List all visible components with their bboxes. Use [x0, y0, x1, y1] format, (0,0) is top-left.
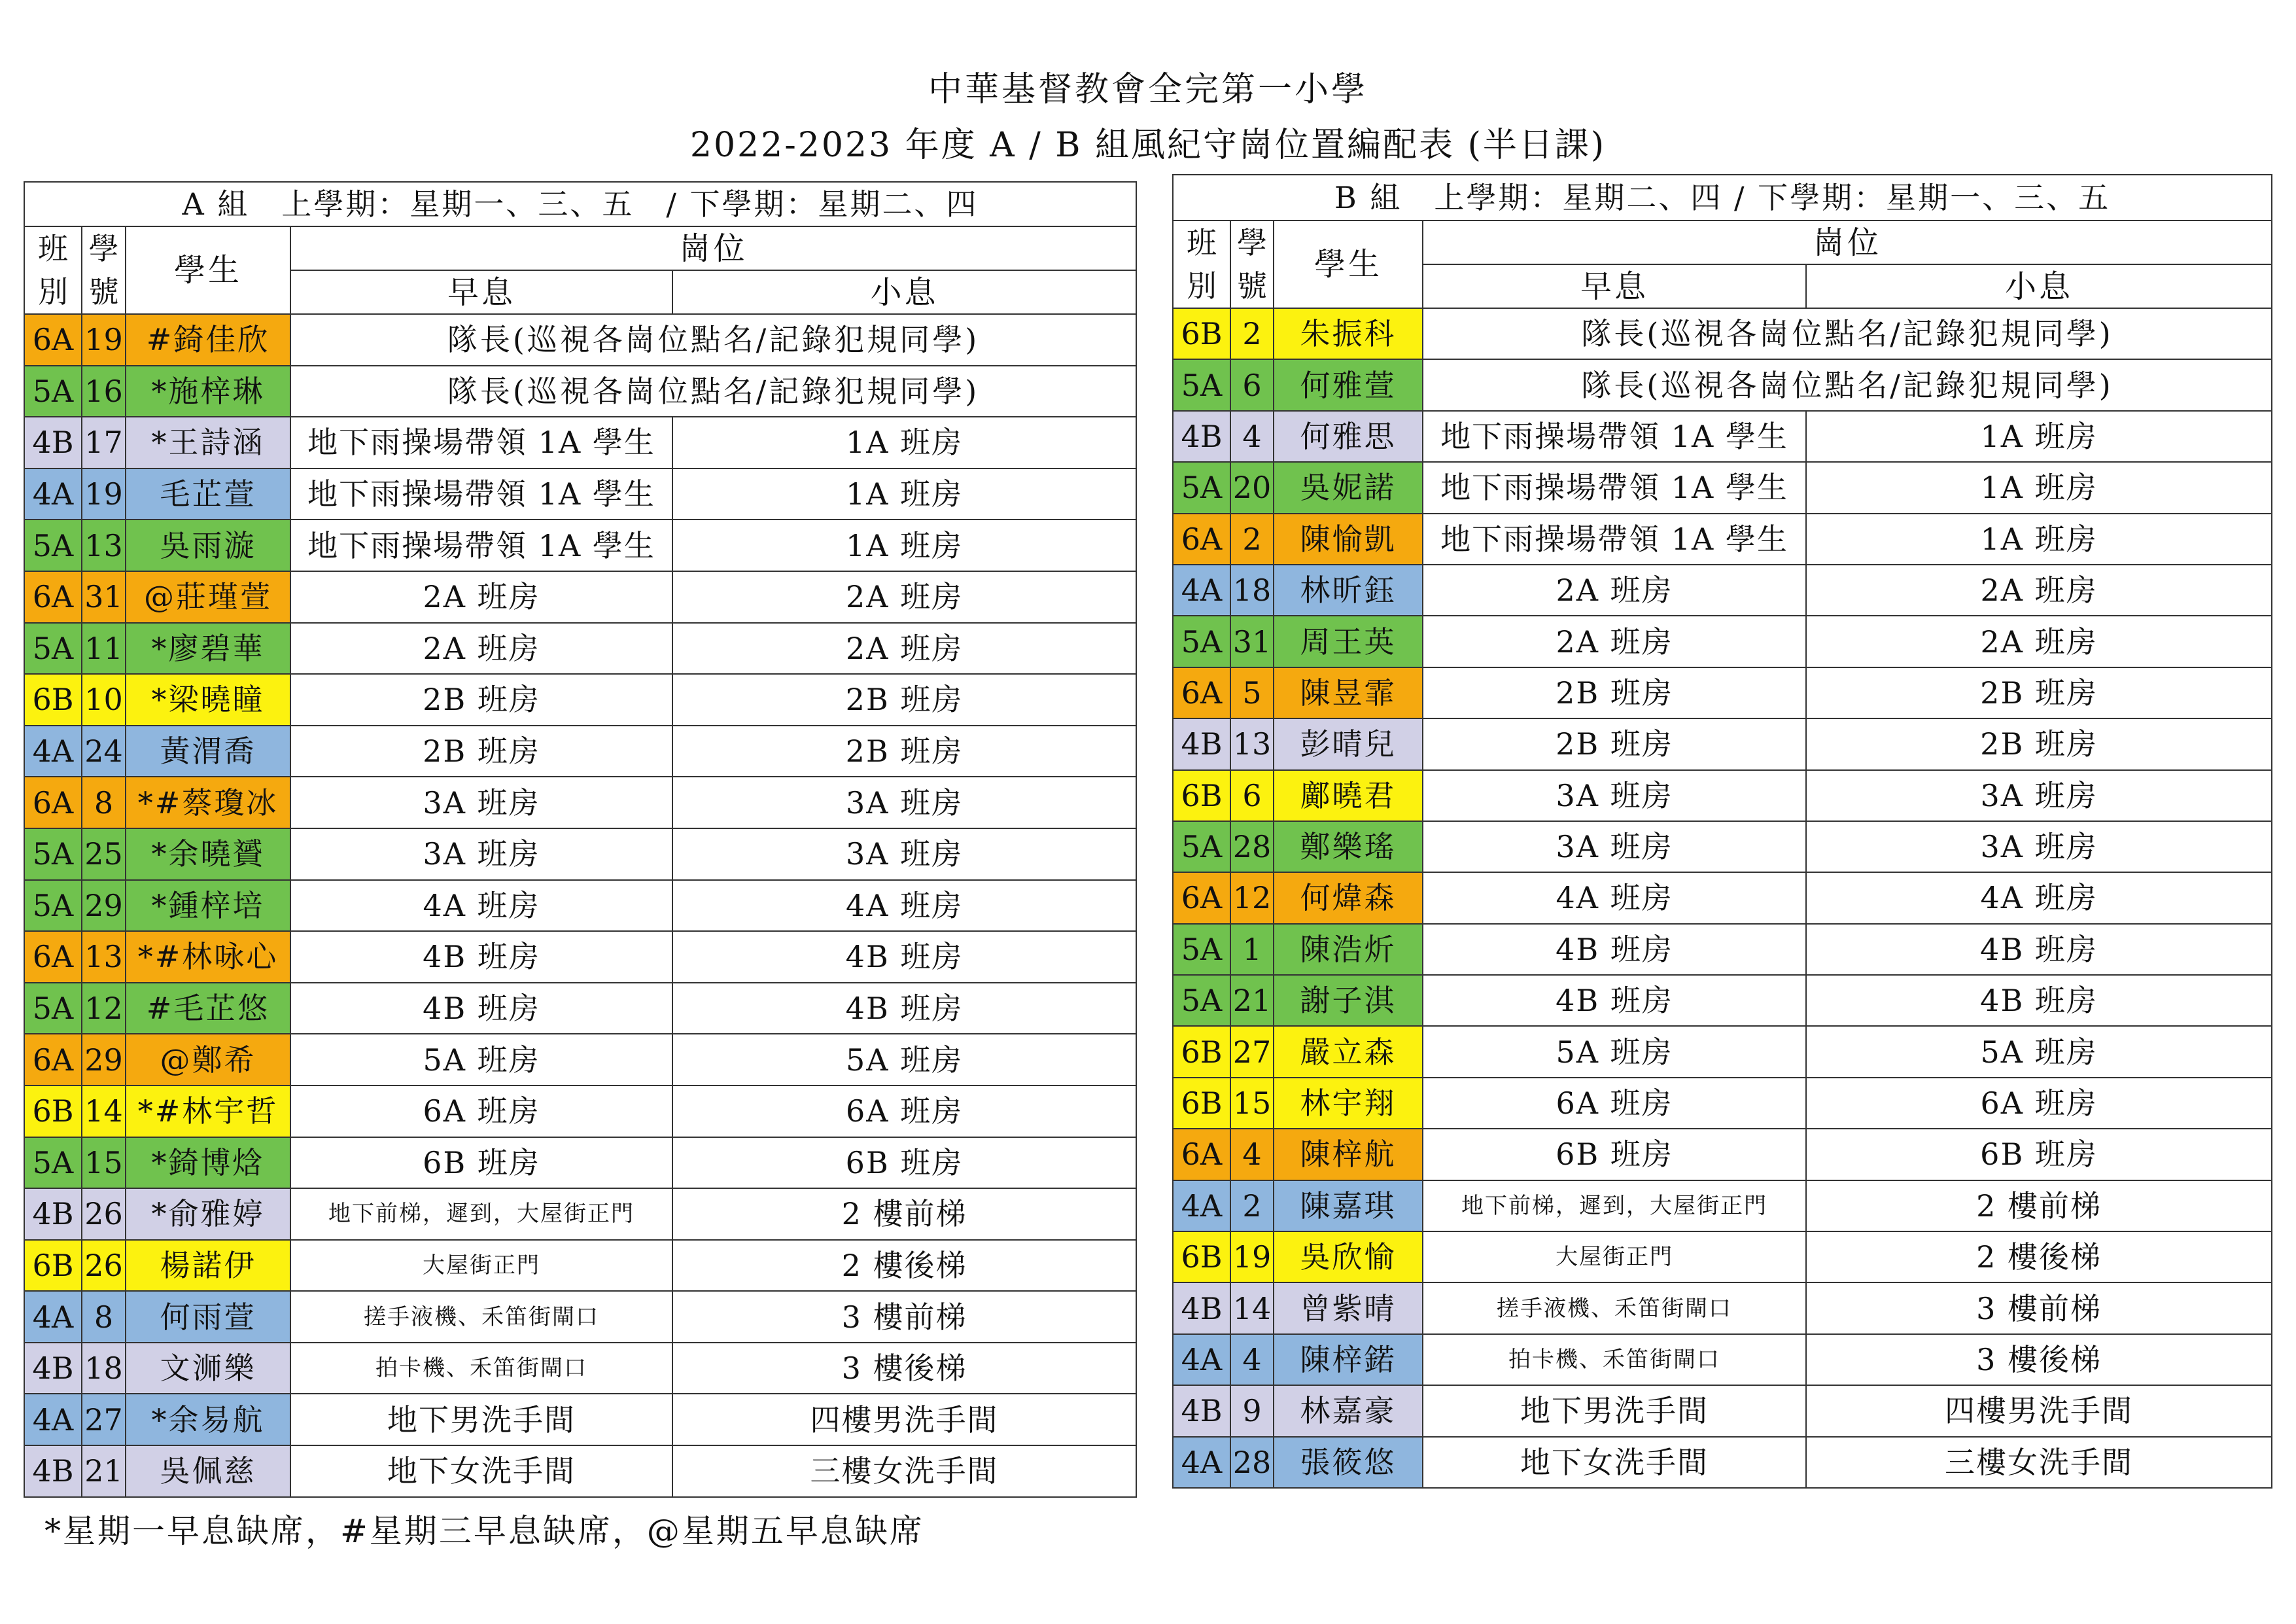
class-cell: 4A [24, 468, 82, 520]
morning-header: 早息 [1423, 264, 1806, 308]
recess-post-cell: 4B 班房 [1806, 975, 2272, 1026]
morning-post-cell: 地下女洗手間 [290, 1445, 672, 1497]
class-cell: 4B [24, 1445, 82, 1497]
recess-post-cell: 2B 班房 [672, 674, 1136, 726]
student-name: 楊諾伊 [126, 1240, 290, 1292]
table-row [24, 1291, 1136, 1343]
recess-post-cell: 6B 班房 [672, 1137, 1136, 1189]
class-cell: 4B [24, 1188, 82, 1240]
number-header: 學 號 [1230, 221, 1274, 308]
number-cell: 2 [1230, 1180, 1274, 1231]
number-cell: 14 [82, 1086, 126, 1137]
table-row [24, 1240, 1136, 1292]
table-row [24, 828, 1136, 880]
table-row [1173, 1385, 2272, 1436]
student-name: 黃渭喬 [126, 726, 290, 777]
number-cell: 19 [1230, 1231, 1274, 1282]
student-name: 鄺曉君 [1274, 770, 1423, 821]
morning-post-cell: 地下雨操場帶領 1A 學生 [1423, 462, 1806, 513]
recess-post-cell: 6A 班房 [1806, 1078, 2272, 1129]
number-cell: 11 [82, 623, 126, 675]
table-row [1173, 1334, 2272, 1385]
number-cell: 28 [1230, 1437, 1274, 1488]
number-cell: 1 [1230, 924, 1274, 975]
recess-post-cell: 3A 班房 [1806, 770, 2272, 821]
number-cell: 26 [82, 1188, 126, 1240]
morning-post-cell: 3A 班房 [1423, 821, 1806, 872]
class-cell: 4B [24, 1343, 82, 1394]
number-cell: 6 [1230, 770, 1274, 821]
morning-post-cell: 地下男洗手間 [290, 1394, 672, 1445]
table-row [1173, 462, 2272, 513]
number-cell: 19 [82, 314, 126, 366]
student-name: 何雅思 [1274, 411, 1423, 462]
recess-post-cell: 6B 班房 [1806, 1129, 2272, 1180]
number-cell: 13 [82, 931, 126, 983]
student-name: @莊瑾萱 [126, 571, 290, 623]
number-cell: 27 [82, 1394, 126, 1445]
morning-post-cell: 5A 班房 [1423, 1026, 1806, 1077]
number-cell: 17 [82, 417, 126, 468]
table-row [24, 1445, 1136, 1497]
student-name: 吳欣愉 [1274, 1231, 1423, 1282]
table-row [1173, 308, 2272, 359]
student-name: *俞雅婷 [126, 1188, 290, 1240]
morning-header: 早息 [290, 270, 672, 314]
recess-post-cell: 4A 班房 [1806, 872, 2272, 923]
recess-post-cell: 2 樓後梯 [672, 1240, 1136, 1292]
table-row [24, 1394, 1136, 1445]
table-row [1173, 1231, 2272, 1282]
student-name: 文浉樂 [126, 1343, 290, 1394]
number-cell: 12 [1230, 872, 1274, 923]
morning-post-cell: 3A 班房 [1423, 770, 1806, 821]
table-row [24, 1137, 1136, 1189]
class-cell: 5A [24, 520, 82, 571]
recess-post-cell: 1A 班房 [672, 417, 1136, 468]
number-cell: 16 [82, 366, 126, 417]
number-cell: 5 [1230, 667, 1274, 718]
student-name: *施梓琳 [126, 366, 290, 417]
class-cell: 6B [24, 674, 82, 726]
morning-post-cell: 4B 班房 [1423, 924, 1806, 975]
student-name: *余曉贇 [126, 828, 290, 880]
student-name: *鍾梓培 [126, 880, 290, 932]
student-name: #毛芷悠 [126, 983, 290, 1034]
captain-duty-cell: 隊長(巡視各崗位點名/記錄犯規同學) [1423, 359, 2272, 410]
post-header: 崗位 [1423, 221, 2272, 264]
number-cell: 24 [82, 726, 126, 777]
class-cell: 5A [1173, 616, 1230, 667]
recess-post-cell: 1A 班房 [1806, 462, 2272, 513]
recess-post-cell: 1A 班房 [1806, 514, 2272, 565]
student-name: 陳梓航 [1274, 1129, 1423, 1180]
class-cell: 5A [24, 366, 82, 417]
morning-post-cell: 地下雨操場帶領 1A 學生 [290, 417, 672, 468]
recess-header: 小息 [672, 270, 1136, 314]
number-cell: 6 [1230, 359, 1274, 410]
table-row [1173, 667, 2272, 718]
captain-duty-cell: 隊長(巡視各崗位點名/記錄犯規同學) [290, 366, 1136, 417]
class-cell: 6B [24, 1240, 82, 1292]
recess-post-cell: 四樓男洗手間 [1806, 1385, 2272, 1436]
recess-post-cell: 2 樓前梯 [672, 1188, 1136, 1240]
class-cell: 5A [24, 1137, 82, 1189]
student-header: 學生 [1274, 221, 1423, 308]
student-name: 張筱悠 [1274, 1437, 1423, 1488]
morning-post-cell: 6B 班房 [1423, 1129, 1806, 1180]
recess-post-cell: 1A 班房 [672, 520, 1136, 571]
class-cell: 6B [24, 1086, 82, 1137]
number-cell: 15 [82, 1137, 126, 1189]
table-row [24, 726, 1136, 777]
number-cell: 13 [1230, 718, 1274, 769]
table-row [1173, 718, 2272, 769]
recess-header: 小息 [1806, 264, 2272, 308]
table-row [24, 777, 1136, 828]
class-cell: 4A [1173, 1334, 1230, 1385]
student-name: 鄭樂瑤 [1274, 821, 1423, 872]
recess-post-cell: 1A 班房 [1806, 411, 2272, 462]
student-name: *廖碧華 [126, 623, 290, 675]
morning-post-cell: 搓手液機、禾笛街閘口 [1423, 1282, 1806, 1333]
number-cell: 27 [1230, 1026, 1274, 1077]
student-name: *#林咏心 [126, 931, 290, 983]
class-cell: 5A [1173, 924, 1230, 975]
recess-post-cell: 3 樓後梯 [1806, 1334, 2272, 1385]
recess-post-cell: 四樓男洗手間 [672, 1394, 1136, 1445]
student-name: 周王英 [1274, 616, 1423, 667]
post-header: 崗位 [290, 226, 1136, 270]
class-cell: 6A [1173, 1129, 1230, 1180]
class-cell: 5A [1173, 462, 1230, 513]
class-cell: 4B [1173, 718, 1230, 769]
table-row [24, 417, 1136, 468]
table-row [1173, 1282, 2272, 1333]
table-row [24, 520, 1136, 571]
student-name: @鄭希 [126, 1034, 290, 1086]
morning-post-cell: 搓手液機、禾笛街閘口 [290, 1291, 672, 1343]
table-row [24, 1034, 1136, 1086]
student-name: 陳梓鍩 [1274, 1334, 1423, 1385]
table-row [1173, 1180, 2272, 1231]
morning-post-cell: 2A 班房 [290, 571, 672, 623]
morning-post-cell: 拍卡機、禾笛街閘口 [290, 1343, 672, 1394]
recess-post-cell: 4A 班房 [672, 880, 1136, 932]
recess-post-cell: 2A 班房 [1806, 616, 2272, 667]
student-name: 陳愉凱 [1274, 514, 1423, 565]
morning-post-cell: 3A 班房 [290, 777, 672, 828]
school-name: 中華基督教會全完第一小學 [928, 70, 1368, 109]
group-b-table [1172, 174, 2272, 1489]
student-name: 林嘉豪 [1274, 1385, 1423, 1436]
table-row [24, 880, 1136, 932]
recess-post-cell: 4B 班房 [672, 983, 1136, 1034]
class-cell: 4A [24, 1291, 82, 1343]
number-cell: 19 [82, 468, 126, 520]
morning-post-cell: 拍卡機、禾笛街閘口 [1423, 1334, 1806, 1385]
class-cell: 6A [1173, 872, 1230, 923]
student-name: 陳昱霏 [1274, 667, 1423, 718]
number-cell: 9 [1230, 1385, 1274, 1436]
group-a-rows [24, 314, 1136, 1497]
student-name: 何雨萱 [126, 1291, 290, 1343]
student-name: *余易航 [126, 1394, 290, 1445]
morning-post-cell: 4A 班房 [1423, 872, 1806, 923]
morning-post-cell: 地下雨操場帶領 1A 學生 [1423, 514, 1806, 565]
morning-post-cell: 地下雨操場帶領 1A 學生 [290, 468, 672, 520]
morning-post-cell: 地下前梯，遲到，大屋街正門 [290, 1188, 672, 1240]
number-cell: 15 [1230, 1078, 1274, 1129]
class-header: 班 別 [1173, 221, 1230, 308]
number-cell: 10 [82, 674, 126, 726]
class-cell: 6B [1173, 1231, 1230, 1282]
morning-post-cell: 4B 班房 [290, 983, 672, 1034]
morning-post-cell: 大屋街正門 [290, 1240, 672, 1292]
student-name: *#蔡瓊冰 [126, 777, 290, 828]
class-cell: 6B [1173, 770, 1230, 821]
number-cell: 18 [82, 1343, 126, 1394]
morning-post-cell: 6A 班房 [290, 1086, 672, 1137]
table-row [1173, 616, 2272, 667]
morning-post-cell: 6A 班房 [1423, 1078, 1806, 1129]
recess-post-cell: 三樓女洗手間 [1806, 1437, 2272, 1488]
number-cell: 28 [1230, 821, 1274, 872]
number-cell: 2 [1230, 514, 1274, 565]
number-cell: 20 [1230, 462, 1274, 513]
number-cell: 25 [82, 828, 126, 880]
morning-post-cell: 地下雨操場帶領 1A 學生 [1423, 411, 1806, 462]
recess-post-cell: 2 樓前梯 [1806, 1180, 2272, 1231]
class-cell: 6A [1173, 667, 1230, 718]
class-cell: 4B [1173, 1282, 1230, 1333]
morning-post-cell: 4B 班房 [290, 931, 672, 983]
student-name: 吳雨漩 [126, 520, 290, 571]
student-name: *王詩涵 [126, 417, 290, 468]
class-cell: 6A [1173, 514, 1230, 565]
recess-post-cell: 3A 班房 [672, 777, 1136, 828]
table-row [24, 1086, 1136, 1137]
table-row [24, 571, 1136, 623]
captain-duty-cell: 隊長(巡視各崗位點名/記錄犯規同學) [1423, 308, 2272, 359]
student-name: *錡博焓 [126, 1137, 290, 1189]
student-name: 何雅萱 [1274, 359, 1423, 410]
morning-post-cell: 3A 班房 [290, 828, 672, 880]
table-row [1173, 1129, 2272, 1180]
number-cell: 26 [82, 1240, 126, 1292]
document-title: 2022-2023 年度 A / B 組風紀守崗位置編配表 (半日課) [689, 126, 1607, 165]
recess-post-cell: 2B 班房 [672, 726, 1136, 777]
class-cell: 4A [24, 1394, 82, 1445]
recess-post-cell: 3 樓前梯 [672, 1291, 1136, 1343]
class-cell: 4A [1173, 1437, 1230, 1488]
table-row [24, 1188, 1136, 1240]
number-cell: 8 [82, 777, 126, 828]
number-cell: 29 [82, 1034, 126, 1086]
class-cell: 5A [1173, 821, 1230, 872]
morning-post-cell: 2A 班房 [290, 623, 672, 675]
number-cell: 4 [1230, 411, 1274, 462]
class-cell: 4B [1173, 411, 1230, 462]
morning-post-cell: 2A 班房 [1423, 565, 1806, 616]
table-row [1173, 821, 2272, 872]
student-name: 彭晴兒 [1274, 718, 1423, 769]
morning-post-cell: 2B 班房 [290, 726, 672, 777]
absence-legend: *星期一早息缺席，#星期三早息缺席，@星期五早息缺席 [44, 1512, 924, 1550]
class-cell: 6B [1173, 1078, 1230, 1129]
morning-post-cell: 地下前梯，遲到，大屋街正門 [1423, 1180, 1806, 1231]
table-row [1173, 514, 2272, 565]
class-cell: 6B [1173, 1026, 1230, 1077]
number-cell: 14 [1230, 1282, 1274, 1333]
table-row [24, 366, 1136, 417]
student-name: 朱振科 [1274, 308, 1423, 359]
table-row [1173, 770, 2272, 821]
class-cell: 4B [1173, 1385, 1230, 1436]
student-header: 學生 [126, 226, 290, 314]
morning-post-cell: 4B 班房 [1423, 975, 1806, 1026]
class-cell: 4A [1173, 565, 1230, 616]
class-cell: 5A [1173, 975, 1230, 1026]
recess-post-cell: 6A 班房 [672, 1086, 1136, 1137]
number-cell: 13 [82, 520, 126, 571]
table-row [24, 674, 1136, 726]
table-row [24, 931, 1136, 983]
student-name: 林宇翔 [1274, 1078, 1423, 1129]
number-cell: 31 [1230, 616, 1274, 667]
recess-post-cell: 4B 班房 [1806, 924, 2272, 975]
table-row [1173, 411, 2272, 462]
recess-post-cell: 1A 班房 [672, 468, 1136, 520]
number-cell: 31 [82, 571, 126, 623]
class-cell: 4A [1173, 1180, 1230, 1231]
student-name: 嚴立森 [1274, 1026, 1423, 1077]
morning-post-cell: 地下男洗手間 [1423, 1385, 1806, 1436]
student-name: *#林宇哲 [126, 1086, 290, 1137]
table-row [24, 983, 1136, 1034]
student-name: 陳嘉琪 [1274, 1180, 1423, 1231]
class-cell: 4B [24, 417, 82, 468]
recess-post-cell: 5A 班房 [1806, 1026, 2272, 1077]
morning-post-cell: 2B 班房 [1423, 718, 1806, 769]
class-cell: 6A [24, 571, 82, 623]
recess-post-cell: 3 樓前梯 [1806, 1282, 2272, 1333]
student-name: 謝子淇 [1274, 975, 1423, 1026]
group-b-title: B 組 上學期：星期二、四 / 下學期：星期一、三、五 [1173, 175, 2272, 221]
morning-post-cell: 2A 班房 [1423, 616, 1806, 667]
number-cell: 2 [1230, 308, 1274, 359]
group-b-rows [1173, 308, 2272, 1488]
morning-post-cell: 2B 班房 [1423, 667, 1806, 718]
class-cell: 6A [24, 1034, 82, 1086]
table-row [1173, 924, 2272, 975]
table-row [1173, 975, 2272, 1026]
student-name: 何煒森 [1274, 872, 1423, 923]
student-name: 林昕鈺 [1274, 565, 1423, 616]
morning-post-cell: 地下女洗手間 [1423, 1437, 1806, 1488]
student-name: 毛芷萱 [126, 468, 290, 520]
recess-post-cell: 2A 班房 [1806, 565, 2272, 616]
recess-post-cell: 2B 班房 [1806, 667, 2272, 718]
captain-duty-cell: 隊長(巡視各崗位點名/記錄犯規同學) [290, 314, 1136, 366]
morning-post-cell: 地下雨操場帶領 1A 學生 [290, 520, 672, 571]
number-cell: 18 [1230, 565, 1274, 616]
table-row [24, 468, 1136, 520]
table-row [1173, 1078, 2272, 1129]
recess-post-cell: 5A 班房 [672, 1034, 1136, 1086]
recess-post-cell: 2 樓後梯 [1806, 1231, 2272, 1282]
morning-post-cell: 大屋街正門 [1423, 1231, 1806, 1282]
class-header: 班 別 [24, 226, 82, 314]
recess-post-cell: 3A 班房 [672, 828, 1136, 880]
table-row [1173, 1026, 2272, 1077]
number-cell: 29 [82, 880, 126, 932]
class-cell: 5A [24, 828, 82, 880]
morning-post-cell: 6B 班房 [290, 1137, 672, 1189]
morning-post-cell: 2B 班房 [290, 674, 672, 726]
group-a-title: A 組 上學期：星期一、三、五 / 下學期：星期二、四 [24, 182, 1136, 226]
table-row [1173, 872, 2272, 923]
class-cell: 6A [24, 931, 82, 983]
recess-post-cell: 三樓女洗手間 [672, 1445, 1136, 1497]
recess-post-cell: 2B 班房 [1806, 718, 2272, 769]
morning-post-cell: 5A 班房 [290, 1034, 672, 1086]
class-cell: 4A [24, 726, 82, 777]
class-cell: 6A [24, 314, 82, 366]
class-cell: 5A [24, 623, 82, 675]
group-a-table [24, 181, 1137, 1498]
number-cell: 21 [1230, 975, 1274, 1026]
class-cell: 6B [1173, 308, 1230, 359]
number-cell: 4 [1230, 1129, 1274, 1180]
student-name: 吳妮諾 [1274, 462, 1423, 513]
recess-post-cell: 2A 班房 [672, 623, 1136, 675]
table-row [1173, 565, 2272, 616]
number-cell: 4 [1230, 1334, 1274, 1385]
number-cell: 21 [82, 1445, 126, 1497]
student-name: #錡佳欣 [126, 314, 290, 366]
table-row [24, 1343, 1136, 1394]
recess-post-cell: 2A 班房 [672, 571, 1136, 623]
recess-post-cell: 3 樓後梯 [672, 1343, 1136, 1394]
class-cell: 5A [24, 983, 82, 1034]
class-cell: 5A [24, 880, 82, 932]
number-header: 學 號 [82, 226, 126, 314]
student-name: 陳浩炘 [1274, 924, 1423, 975]
morning-post-cell: 4A 班房 [290, 880, 672, 932]
table-row [1173, 1437, 2272, 1488]
student-name: *梁曉瞳 [126, 674, 290, 726]
table-row [24, 314, 1136, 366]
number-cell: 12 [82, 983, 126, 1034]
recess-post-cell: 4B 班房 [672, 931, 1136, 983]
number-cell: 8 [82, 1291, 126, 1343]
class-cell: 6A [24, 777, 82, 828]
student-name: 吳佩慈 [126, 1445, 290, 1497]
student-name: 曾紫晴 [1274, 1282, 1423, 1333]
class-cell: 5A [1173, 359, 1230, 410]
table-row [1173, 359, 2272, 410]
recess-post-cell: 3A 班房 [1806, 821, 2272, 872]
table-row [24, 623, 1136, 675]
